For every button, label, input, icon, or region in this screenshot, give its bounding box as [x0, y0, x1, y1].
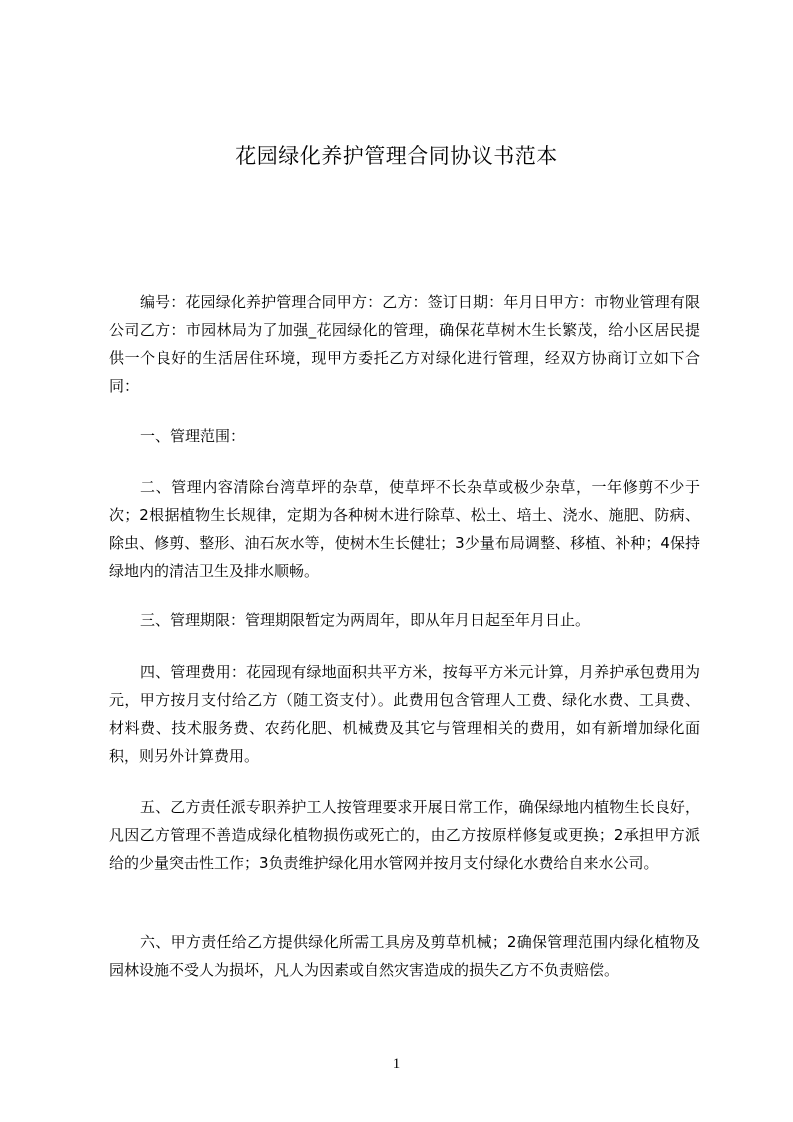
page-number: 1 [392, 1056, 401, 1072]
section-2-content: 二、管理内容清除台湾草坪的杂草，使草坪不长杂草或极少杂草，一年修剪不少于次；2根据植物生长规律，定期为各种树木进行除草、松土、培土、浇水、施肥、防病、除虫、修剪、整形、油石灰水等，使树木生长健壮；3少量布局调整、移植、补种；4保持绿地内的清洁卫生及排水顺畅。 [109, 478, 700, 580]
document-title: 花园绿化养护管理合同协议书范本 [235, 144, 558, 168]
intro-paragraph: 编号：花园绿化养护管理合同甲方：乙方：签订日期：年月日甲方：市物业管理有限公司乙方：市园林局为了加强_花园绿化的管理，确保花草树木生长繁茂，给小区居民提供一个良好的生活居住环境，现甲方委托乙方对绿化进行管理，经双方协商订立如下合同： [109, 293, 700, 395]
section-6-party-a-duty: 六、甲方责任给乙方提供绿化所需工具房及剪草机械；2确保管理范围内绿化植物及园林设施不受人为损坏，凡人为因素或自然灾害造成的损失乙方不负责赔偿。 [109, 933, 700, 979]
section-4-fees: 四、管理费用：花园现有绿地面积共平方米，按每平方米元计算，月养护承包费用为元，甲方按月支付给乙方（随工资支付）。此费用包含管理人工费、绿化水费、工具费、材料费、技术服务费、农药化肥、机械费及其它与管理相关的费用，如有新增加绿化面积，则另外计算费用。 [109, 663, 700, 765]
section-1-scope: 一、管理范围： [140, 427, 246, 445]
section-3-term: 三、管理期限：管理期限暂定为两周年，即从年月日起至年月日止。 [140, 611, 591, 629]
section-5-party-b-duty: 五、乙方责任派专职养护工人按管理要求开展日常工作，确保绿地内植物生长良好，凡因乙方管理不善造成绿化植物损伤或死亡的，由乙方按原样修复或更换；2承担甲方派给的少量突击性工作；3负责维护绿化用水管网并按月支付绿化水费给自来水公司。 [109, 798, 700, 872]
